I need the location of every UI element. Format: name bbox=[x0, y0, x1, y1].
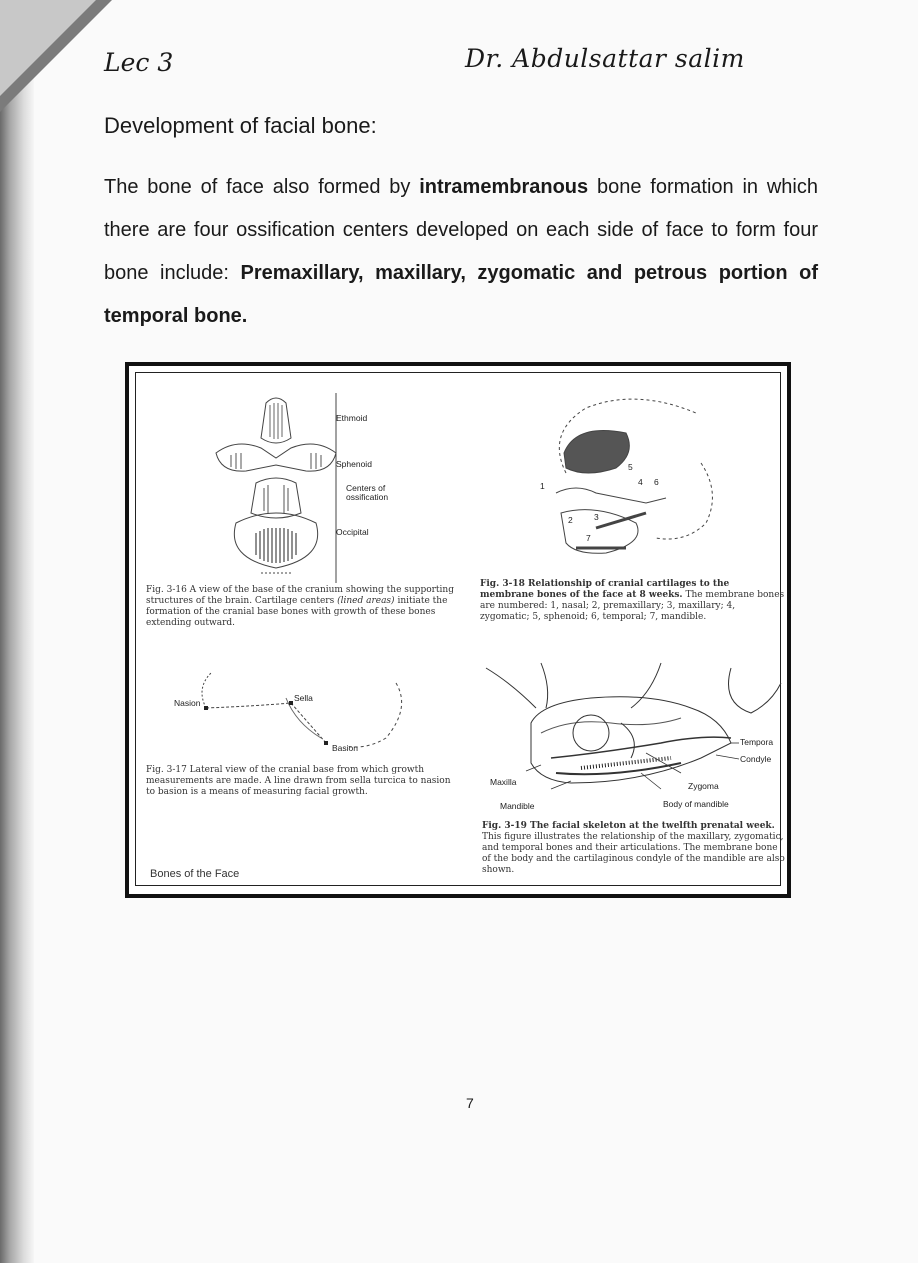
fetal-head-drawing bbox=[536, 393, 736, 563]
para-text-1: The bone of face also formed by bbox=[104, 176, 420, 198]
number-7: 7 bbox=[586, 533, 591, 543]
label-occipital: Occipital bbox=[336, 527, 369, 537]
number-3: 3 bbox=[594, 512, 599, 522]
number-6: 6 bbox=[654, 477, 659, 487]
page-number: 7 bbox=[466, 1095, 474, 1111]
number-4: 4 bbox=[638, 477, 643, 487]
caption-fig-3-16 bbox=[146, 585, 456, 629]
body-paragraph bbox=[104, 166, 818, 338]
number-5: 5 bbox=[628, 462, 633, 472]
caption-fig-3-16-end: initiate the formation of the cranial base bones with growth of these bones extending outward. bbox=[146, 596, 448, 628]
author-name: Dr. Abdulsattar salim bbox=[465, 44, 745, 73]
caption-fig-3-18-bold: Fig. 3-18 Relationship of cranial cartilages to the membrane bones of the face at 8 weeks. bbox=[480, 579, 730, 600]
caption-fig-3-16-text: Fig. 3-16 A view of the base of the cranium showing the supporting structures of the brain. Cartilage centers bbox=[146, 585, 454, 606]
number-1: 1 bbox=[540, 481, 545, 491]
label-maxilla: Maxilla bbox=[490, 777, 517, 787]
para-text-2: bone formation in which there are four ossification centers developed on each side of face to form four bone include: bbox=[104, 176, 818, 284]
para-bold-2: Premaxillary, maxillary, zygomatic and petrous portion of temporal bone. bbox=[104, 262, 818, 327]
label-condyle: Condyle bbox=[740, 754, 772, 764]
caption-fig-3-19 bbox=[482, 821, 788, 876]
label-nasion: Nasion bbox=[174, 698, 201, 708]
label-sphenoid: Sphenoid bbox=[336, 459, 372, 469]
cranial-base-drawing bbox=[196, 393, 356, 583]
caption-fig-3-19-bold: Fig. 3-19 The facial skeleton at the twelfth prenatal week. bbox=[482, 821, 775, 831]
caption-fig-3-17: Fig. 3-17 Lateral view of the cranial base from which growth measurements are made. A line drawn from sella turcica to nasion to basion is a means of measuring facial growth. bbox=[146, 765, 451, 797]
caption-fig-3-19-text: This figure illustrates the relationship of the maxillary, zygomatic, and temporal bones and their articulations. The membrane bone of the body and the cartilaginous condyle of the mandible are also shown. bbox=[482, 832, 785, 875]
bones-of-face-label: Bones of the Face bbox=[150, 868, 240, 880]
label-temporal: Tempora bbox=[740, 737, 774, 747]
figure-frame bbox=[135, 372, 785, 886]
label-mandible: Mandible bbox=[500, 801, 535, 811]
caption-fig-3-16-italic: (lined areas) bbox=[337, 596, 395, 606]
folded-corner-highlight bbox=[0, 0, 96, 96]
number-2: 2 bbox=[568, 515, 573, 525]
figure-panel bbox=[125, 362, 791, 898]
label-centers-2: ossification bbox=[346, 492, 389, 502]
label-sella: Sella bbox=[294, 693, 313, 703]
facial-skeleton-drawing bbox=[481, 663, 791, 808]
lateral-cranial-base-drawing bbox=[196, 668, 436, 758]
lecture-number: Lec 3 bbox=[104, 48, 174, 77]
label-body-of-mandible: Body of mandible bbox=[663, 799, 729, 809]
label-ethmoid: Ethmoid bbox=[336, 413, 368, 423]
label-basion: Basion bbox=[332, 743, 358, 753]
label-centers-1: Centers of bbox=[346, 483, 386, 493]
caption-fig-3-18-text: The membrane bones are numbered: 1, nasal; 2, premaxillary; 3, maxillary; 4, zygomatic; 5, sphenoid; 6, temporal; 7, mandible. bbox=[480, 590, 785, 622]
section-title: Development of facial bone: bbox=[104, 113, 377, 138]
para-bold-1: intramembranous bbox=[419, 176, 589, 198]
caption-fig-3-18 bbox=[480, 579, 786, 623]
label-zygoma: Zygoma bbox=[688, 781, 719, 791]
scan-shadow bbox=[0, 0, 34, 1263]
